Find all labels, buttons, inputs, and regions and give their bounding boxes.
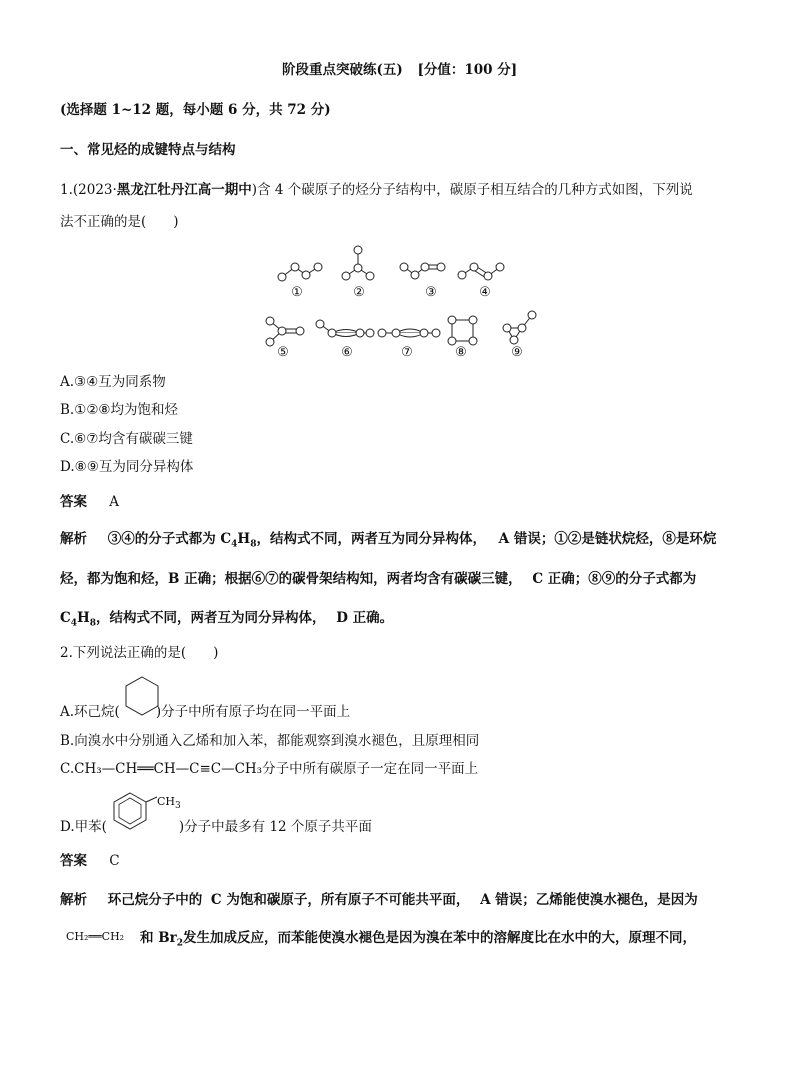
q2-stem: 2.下列说法正确的是( ) [60, 645, 219, 661]
fig-label-1: ① [291, 285, 303, 300]
q1-option-b: B.①②⑧均为饱和烃 [60, 402, 179, 418]
fig-label-4: ④ [479, 285, 491, 300]
q1-stem-text: )含 4 个碳原子的烃分子结构中，碳原子相互结合的几种方式如图，下列说 [251, 182, 693, 198]
q2-option-d-text: )分子中最多有 12 个原子共平面 [178, 819, 372, 835]
answer-label: 答案 [60, 853, 87, 869]
analysis-label: 解析 [60, 531, 87, 547]
q2-option-c: C.CH₃—CH══CH—C≡C—CH₃分子中所有碳原子一定在同一平面上 [60, 761, 479, 777]
subscript: 2 [176, 938, 183, 949]
q2-option-b: B.向溴水中分别通入乙烯和加入苯，都能观察到溴水褪色，且原理相同 [60, 733, 480, 749]
subscript: 8 [89, 618, 97, 629]
analysis-text: 环己烷分子中的 [107, 892, 203, 908]
skeleton-5 [266, 317, 304, 346]
q2-option-a-text: A.环己烷( [60, 704, 120, 720]
score-text: [分值：100 分] [417, 62, 518, 78]
q1-stem-line1 [60, 180, 693, 200]
answer-value: A [109, 494, 120, 510]
analysis-text: A 错误；①②是链状烷烃，⑧是环烷 [498, 531, 717, 547]
analysis-text: ③④的分子式都为 C [107, 531, 232, 547]
analysis-text: ，结构式不同，两者互为同分异构体， [96, 610, 326, 626]
analysis-text: A 错误；乙烯能使溴水褪色，是因为 [480, 892, 698, 908]
skeleton-4 [458, 263, 504, 280]
q1-option-d: D.⑧⑨互为同分异构体 [60, 459, 194, 475]
analysis-text: 发生加成反应，而苯能使溴水褪色是因为溴在苯中的溶解度比在水中的大，原理不同， [183, 930, 696, 946]
answer-value: C [109, 853, 120, 869]
cyclohexane-structure [124, 675, 160, 719]
q2-analysis-line1 [60, 890, 698, 910]
subscript: 4 [231, 539, 238, 550]
instruction: (选择题 1~12 题，每小题 6 分，共 72 分) [60, 102, 331, 118]
q1-source: 黑龙江牡丹江高一期中 [116, 182, 252, 198]
analysis-text: B 正确；根据⑥⑦的碳骨架结构知，两者均含有碳碳三键， [168, 571, 522, 587]
q1-number: 1.(2023· [60, 182, 117, 198]
fig-label-2: ② [353, 285, 365, 300]
ch3-text: CH [157, 795, 176, 808]
answer-label: 答案 [60, 494, 87, 510]
title-text: 阶段重点突破练(五) [282, 62, 403, 78]
analysis-label: 解析 [60, 892, 87, 908]
fig-label-8: ⑧ [455, 345, 467, 360]
subscript: 3 [175, 801, 181, 812]
section-heading: 一、常见烃的成键特点与结构 [60, 142, 236, 158]
skeleton-8 [448, 316, 477, 345]
analysis-text: C 正确；⑧⑨的分子式都为 [532, 571, 697, 587]
q1-stem-line2: 法不正确的是( ) [60, 214, 179, 230]
fig-label-7: ⑦ [401, 345, 413, 360]
q2-option-a [60, 702, 350, 722]
q1-option-c: C.⑥⑦均含有碳碳三键 [60, 431, 193, 447]
ethene-formula: CH₂══CH₂ [66, 930, 125, 943]
q2-option-d-text: D.甲苯( [60, 819, 107, 835]
q1-answer [60, 492, 119, 512]
fig-label-9: ⑨ [511, 345, 523, 360]
doc-title [282, 60, 517, 80]
skeleton-7 [378, 329, 440, 337]
q1-analysis-line3: $C_4H_8$，结构式不同，两者互为同分异构体， D 正确。 [60, 610, 394, 629]
analysis-text: C [60, 610, 71, 626]
subscript: 4 [70, 618, 78, 629]
fig-label-6: ⑥ [341, 345, 353, 360]
skeleton-3 [400, 263, 445, 279]
analysis-text: 烃，都为饱和烃， [60, 571, 168, 587]
fig-label-3: ③ [425, 285, 437, 300]
subscript: 8 [250, 539, 257, 550]
analysis-text: ，结构式不同，两者互为同分异构体， [256, 531, 486, 547]
q2-analysis-line2 [140, 928, 696, 948]
q1-analysis-line1: 解析 ③④的分子式都为 $C_4H_8$，结构式不同，两者互为同分异构体， A 错误；①②是链状烷烃，⑧是环烷 [60, 531, 717, 550]
skeleton-9 [503, 311, 536, 344]
skeleton-1 [278, 263, 322, 281]
skeleton-2 [342, 246, 374, 280]
q1-option-a: A.③④互为同系物 [60, 374, 166, 390]
q2-option-a-text: )分子中所有原子均在同一平面上 [155, 704, 351, 720]
q1-analysis-line2 [60, 569, 696, 589]
q2-option-d [60, 817, 372, 837]
analysis-text: D 正确。 [336, 610, 394, 626]
analysis-text: C 为饱和碳原子，所有原子不可能共平面， [210, 892, 470, 908]
toluene-ch3 [157, 795, 181, 812]
q2-answer [60, 851, 120, 871]
analysis-text: 和 Br [140, 930, 177, 946]
fig-label-5: ⑤ [277, 345, 289, 360]
skeleton-6 [316, 320, 374, 337]
